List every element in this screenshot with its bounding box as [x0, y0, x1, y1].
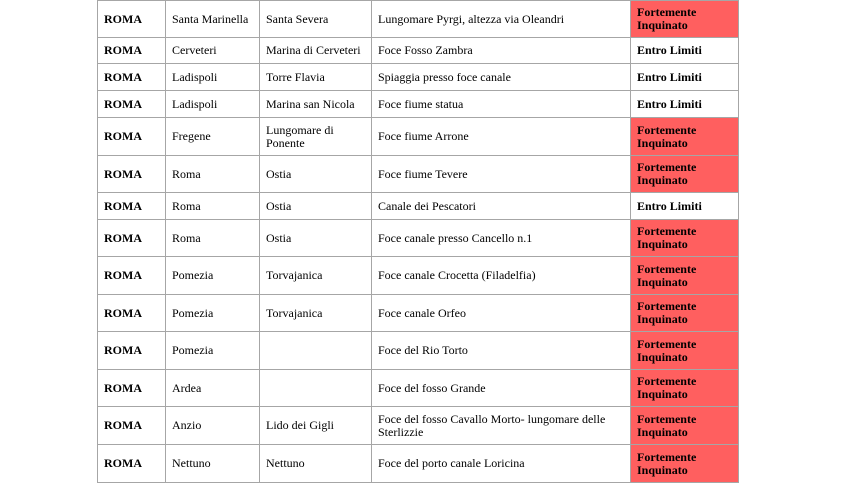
- cell-localita: Marina di Cerveteri: [260, 38, 372, 64]
- cell-giudizio: Fortemente Inquinato: [631, 156, 739, 193]
- cell-giudizio: Fortemente Inquinato: [631, 370, 739, 407]
- table-row: [98, 257, 739, 295]
- cell-localita: [260, 370, 372, 407]
- cell-comune: Pomezia: [166, 295, 260, 332]
- cell-punto: Foce del porto canale Loricina: [372, 445, 631, 483]
- cell-giudizio: Fortemente Inquinato: [631, 332, 739, 370]
- cell-comune: Pomezia: [166, 332, 260, 370]
- cell-localita: [260, 332, 372, 370]
- cell-giudizio: Fortemente Inquinato: [631, 1, 739, 38]
- cell-giudizio: Fortemente Inquinato: [631, 220, 739, 257]
- table-row: [98, 91, 739, 118]
- table-row: [98, 220, 739, 257]
- cell-provincia: ROMA: [98, 118, 166, 156]
- cell-provincia: ROMA: [98, 64, 166, 91]
- table-row: [98, 407, 739, 445]
- cell-punto: Foce del fosso Cavallo Morto- lungomare delle Sterlizzie: [372, 407, 631, 445]
- cell-comune: Roma: [166, 156, 260, 193]
- cell-comune: Pomezia: [166, 257, 260, 295]
- cell-punto: Foce canale Crocetta (Filadelfia): [372, 257, 631, 295]
- cell-localita: Torvajanica: [260, 257, 372, 295]
- cell-giudizio: Entro Limiti: [631, 64, 739, 91]
- cell-provincia: ROMA: [98, 295, 166, 332]
- cell-giudizio: Entro Limiti: [631, 193, 739, 220]
- cell-punto: Spiaggia presso foce canale: [372, 64, 631, 91]
- cell-provincia: ROMA: [98, 38, 166, 64]
- table-row: [98, 118, 739, 156]
- cell-giudizio: Entro Limiti: [631, 91, 739, 118]
- cell-comune: Ladispoli: [166, 64, 260, 91]
- cell-comune: Anzio: [166, 407, 260, 445]
- cell-punto: Foce del Rio Torto: [372, 332, 631, 370]
- cell-localita: Lungomare di Ponente: [260, 118, 372, 156]
- cell-punto: Canale dei Pescatori: [372, 193, 631, 220]
- cell-provincia: ROMA: [98, 91, 166, 118]
- cell-provincia: ROMA: [98, 332, 166, 370]
- cell-punto: Foce fiume statua: [372, 91, 631, 118]
- cell-localita: Torvajanica: [260, 295, 372, 332]
- table-row: [98, 332, 739, 370]
- table-row: [98, 370, 739, 407]
- cell-punto: Foce Fosso Zambra: [372, 38, 631, 64]
- cell-localita: Ostia: [260, 156, 372, 193]
- table-row: [98, 64, 739, 91]
- cell-punto: Foce fiume Arrone: [372, 118, 631, 156]
- water-quality-table: [97, 0, 739, 483]
- table-body: [98, 1, 739, 483]
- table-row: [98, 445, 739, 483]
- cell-giudizio: Fortemente Inquinato: [631, 118, 739, 156]
- table-row: [98, 1, 739, 38]
- cell-punto: Foce del fosso Grande: [372, 370, 631, 407]
- cell-giudizio: Fortemente Inquinato: [631, 445, 739, 483]
- cell-localita: Ostia: [260, 193, 372, 220]
- cell-localita: Lido dei Gigli: [260, 407, 372, 445]
- table-row: [98, 193, 739, 220]
- cell-comune: Roma: [166, 193, 260, 220]
- cell-punto: Lungomare Pyrgi, altezza via Oleandri: [372, 1, 631, 38]
- table-row: [98, 38, 739, 64]
- cell-provincia: ROMA: [98, 407, 166, 445]
- cell-localita: Nettuno: [260, 445, 372, 483]
- cell-comune: Santa Marinella: [166, 1, 260, 38]
- cell-provincia: ROMA: [98, 257, 166, 295]
- table-row: [98, 156, 739, 193]
- cell-provincia: ROMA: [98, 193, 166, 220]
- cell-comune: Nettuno: [166, 445, 260, 483]
- cell-provincia: ROMA: [98, 370, 166, 407]
- cell-comune: Cerveteri: [166, 38, 260, 64]
- cell-giudizio: Entro Limiti: [631, 38, 739, 64]
- cell-punto: Foce canale presso Cancello n.1: [372, 220, 631, 257]
- cell-giudizio: Fortemente Inquinato: [631, 295, 739, 332]
- cell-punto: Foce fiume Tevere: [372, 156, 631, 193]
- cell-provincia: ROMA: [98, 220, 166, 257]
- cell-provincia: ROMA: [98, 445, 166, 483]
- cell-localita: Santa Severa: [260, 1, 372, 38]
- cell-giudizio: Fortemente Inquinato: [631, 407, 739, 445]
- cell-comune: Ladispoli: [166, 91, 260, 118]
- cell-giudizio: Fortemente Inquinato: [631, 257, 739, 295]
- cell-localita: Torre Flavia: [260, 64, 372, 91]
- cell-provincia: ROMA: [98, 1, 166, 38]
- cell-provincia: ROMA: [98, 156, 166, 193]
- cell-localita: Ostia: [260, 220, 372, 257]
- cell-comune: Fregene: [166, 118, 260, 156]
- cell-localita: Marina san Nicola: [260, 91, 372, 118]
- cell-punto: Foce canale Orfeo: [372, 295, 631, 332]
- cell-comune: Roma: [166, 220, 260, 257]
- table-row: [98, 295, 739, 332]
- cell-comune: Ardea: [166, 370, 260, 407]
